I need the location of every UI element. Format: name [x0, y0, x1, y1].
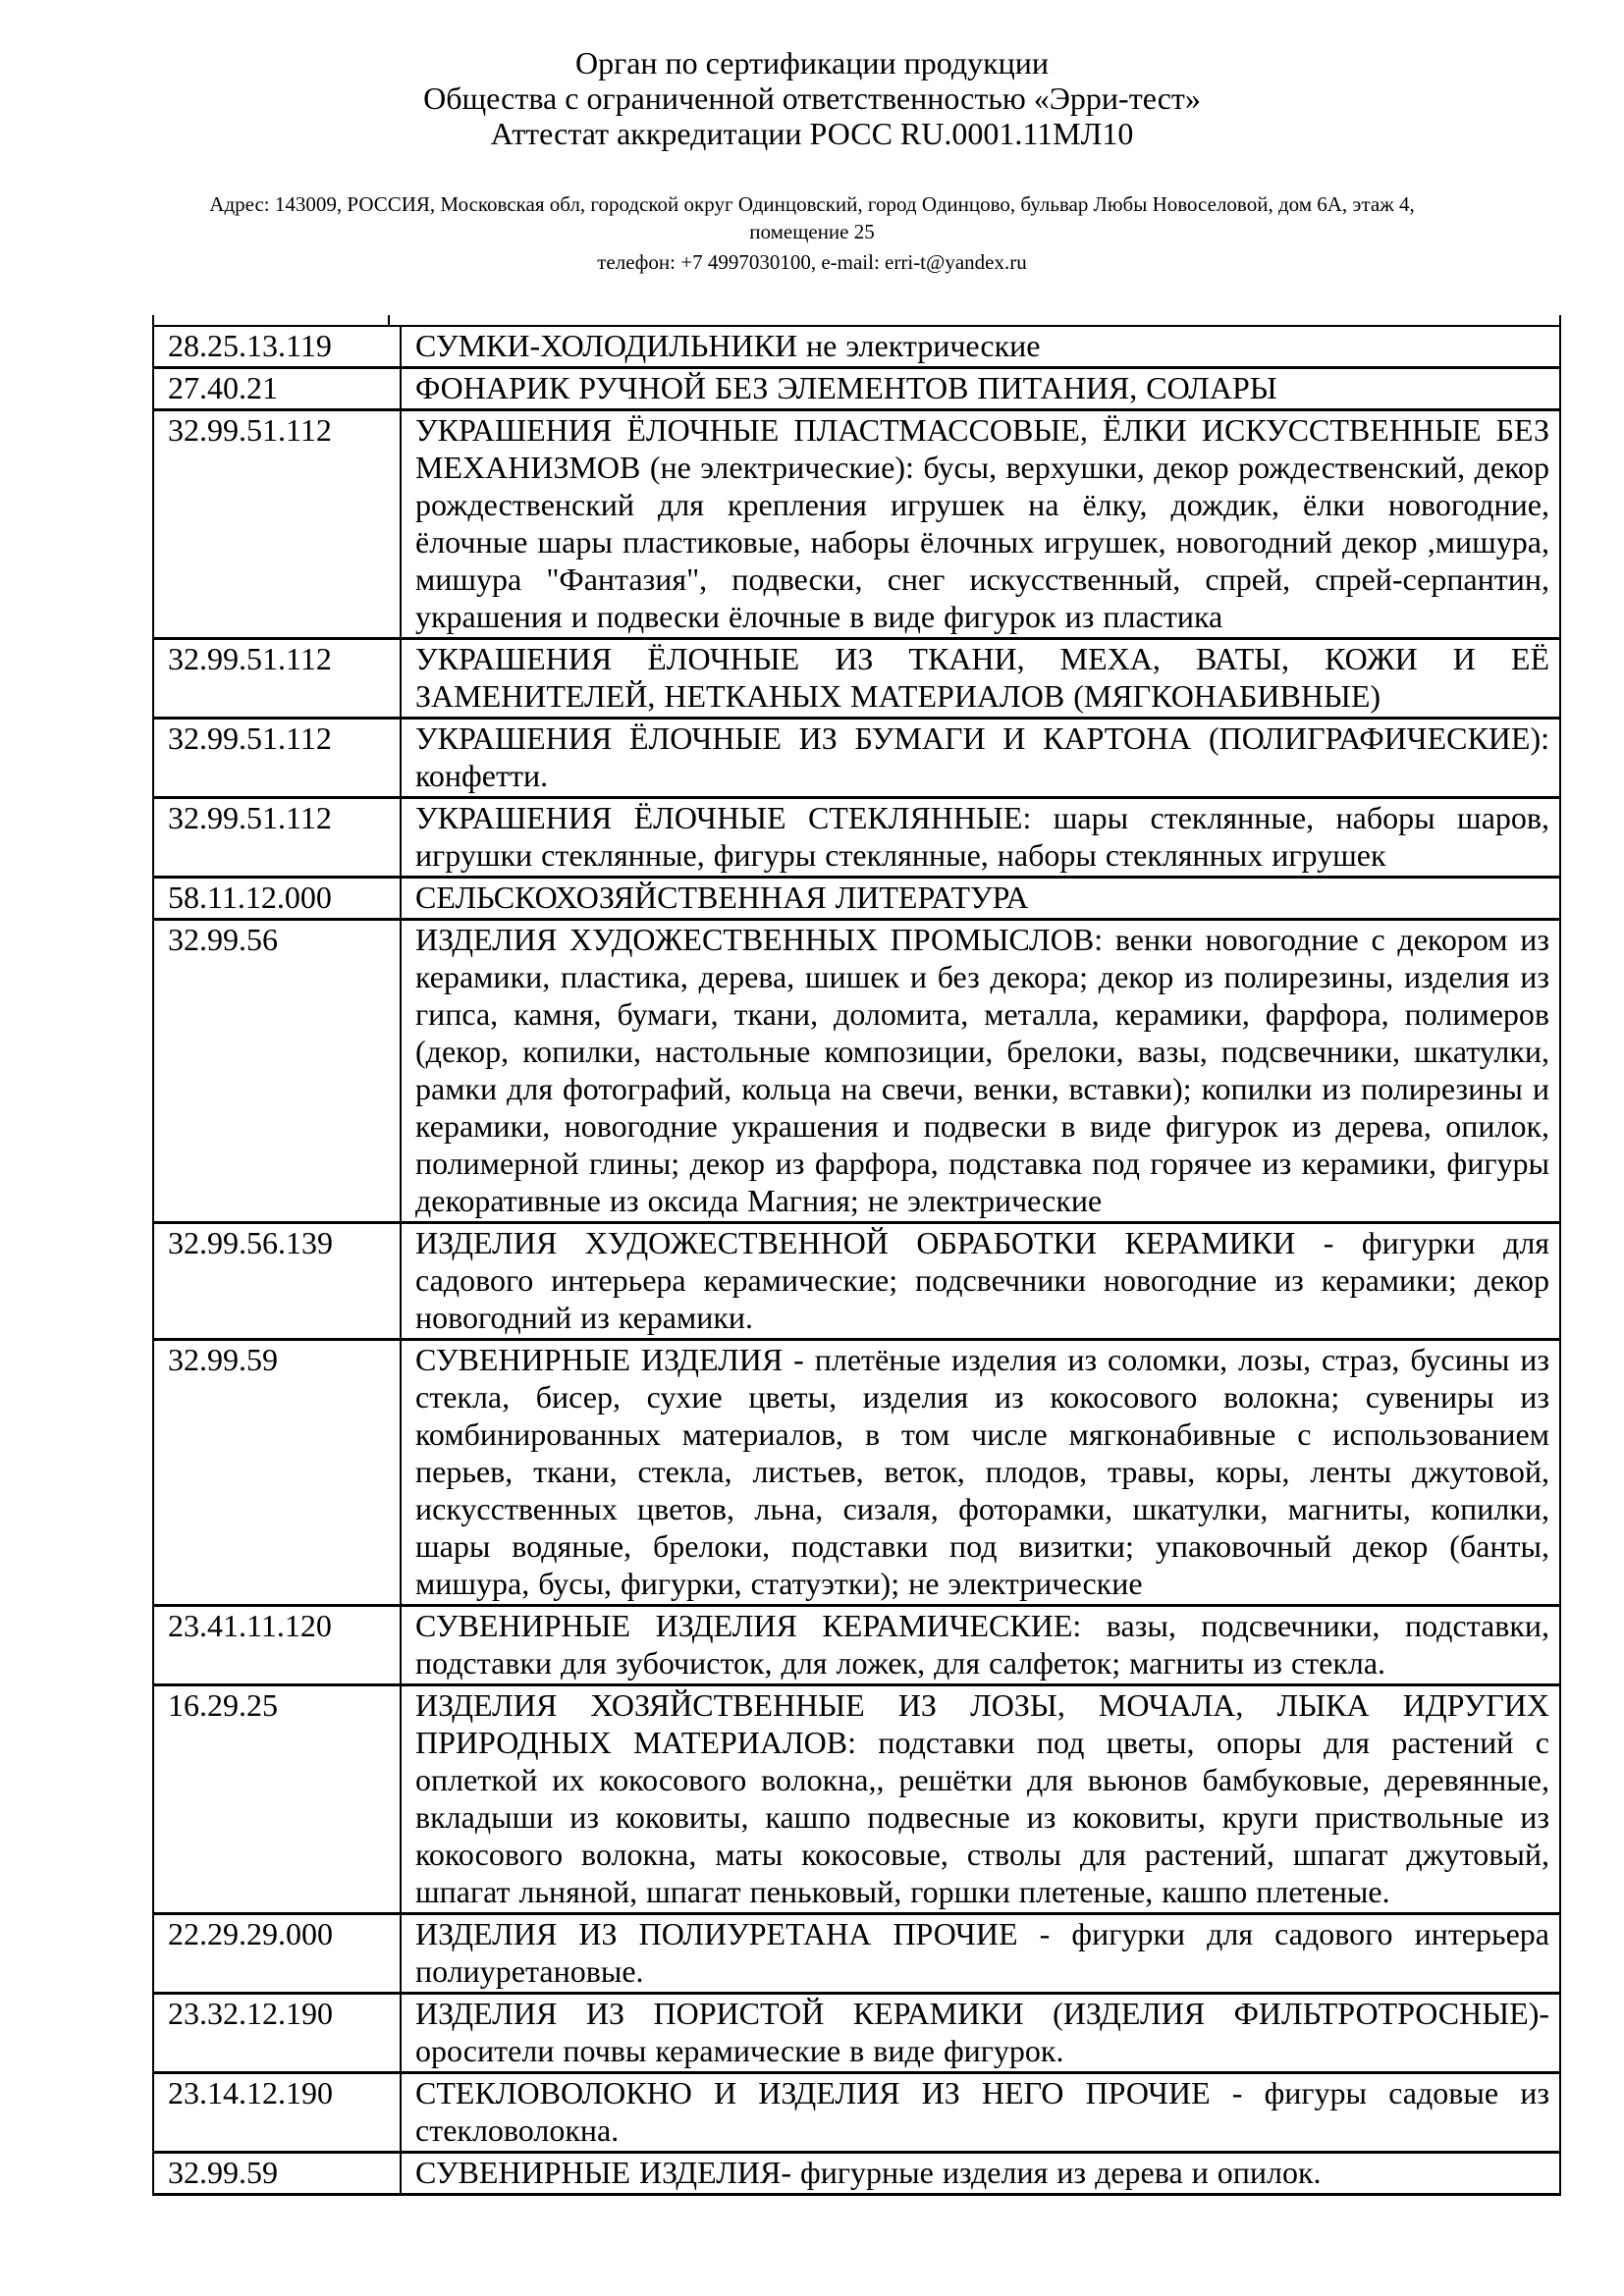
product-description-cell: УКРАШЕНИЯ ЁЛОЧНЫЕ ИЗ ТКАНИ, МЕХА, ВАТЫ, КОЖИ И ЕЁ ЗАМЕНИТЕЛЕЙ, НЕТКАНЫХ МАТЕРИАЛОВ (МЯГКОНАБИВНЫЕ): [401, 639, 1560, 719]
product-description-cell: ИЗДЕЛИЯ ХОЗЯЙСТВЕННЫЕ ИЗ ЛОЗЫ, МОЧАЛА, ЛЫКА ИДРУГИХ ПРИРОДНЫХ МАТЕРИАЛОВ: подставки под цветы, опоры для растений с оплеткой их кокосового волокна,, решётки для вьюнов бамбуковые, деревянные, вкладыши из коковиты, кашпо подвесные из коковиты, круги приствольные из кокосового волокна, маты кокосовые, стволы для растений, шпагат джутовый, шпагат льняной, шпагат пеньковый, горшки плетеные, кашпо плетеные.: [401, 1685, 1560, 1914]
product-table: [152, 325, 1561, 2196]
contact-line: телефон: +7 4997030100, e-mail: erri-t@yandex.ru: [597, 250, 1027, 274]
table-row: [153, 326, 1560, 368]
table-row: [153, 1685, 1560, 1914]
address-line-1: Адрес: 143009, РОССИЯ, Московская обл, городской округ Одинцовский, город Одинцово, бульвар Любы Новоселовой, дом 6А, этаж 4,: [209, 192, 1415, 216]
table-row: [153, 1606, 1560, 1685]
accreditation-line: Аттестат аккредитации РОСС RU.0001.11МЛ10: [490, 116, 1134, 151]
product-description-cell: СУВЕНИРНЫЕ ИЗДЕЛИЯ КЕРАМИЧЕСКИЕ: вазы, подсвечники, подставки, подставки для зубочисток, для ложек, для салфеток; магниты из стекла.: [401, 1606, 1560, 1685]
product-code-cell: 32.99.59: [153, 1340, 401, 1606]
table-row: [153, 2073, 1560, 2153]
product-code-cell: 32.99.56.139: [153, 1223, 401, 1340]
product-code-cell: 32.99.51.112: [153, 410, 401, 639]
product-code-cell: 58.11.12.000: [153, 878, 401, 920]
product-description-cell: УКРАШЕНИЯ ЁЛОЧНЫЕ СТЕКЛЯННЫЕ: шары стеклянные, наборы шаров, игрушки стеклянные, фигуры стеклянные, наборы стеклянных игрушек: [401, 798, 1560, 878]
product-description-cell: СУВЕНИРНЫЕ ИЗДЕЛИЯ- фигурные изделия из дерева и опилок.: [401, 2153, 1560, 2195]
product-table-body: [153, 326, 1560, 2195]
product-code-cell: 23.41.11.120: [153, 1606, 401, 1685]
product-description-cell: СУМКИ-ХОЛОДИЛЬНИКИ не электрические: [401, 326, 1560, 368]
table-row: [153, 2153, 1560, 2195]
product-code-cell: 28.25.13.119: [153, 326, 401, 368]
product-code-cell: 32.99.51.112: [153, 719, 401, 798]
table-row: [153, 368, 1560, 410]
org-name-line: Общества с ограниченной ответственностью «Эрри-тест»: [423, 80, 1201, 116]
product-description-cell: УКРАШЕНИЯ ЁЛОЧНЫЕ ПЛАСТМАССОВЫЕ, ЁЛКИ ИСКУССТВЕННЫЕ БЕЗ МЕХАНИЗМОВ (не электрические): бусы, верхушки, декор рождественский, декор рождественский для крепления игрушек на ёлку, дождик, ёлки новогодние, ёлочные шары пластиковые, наборы ёлочных игрушек, новогодний декор ,мишура, мишура "Фантазия", подвески, снег искусственный, спрей, спрей-серпантин, украшения и подвески ёлочные в виде фигурок из пластика: [401, 410, 1560, 639]
product-table-wrap: [152, 325, 1561, 2196]
product-code-cell: 16.29.25: [153, 1685, 401, 1914]
table-row: [153, 878, 1560, 920]
product-code-cell: 32.99.56: [153, 920, 401, 1223]
document-header: [0, 0, 1624, 276]
org-title-line: Орган по сертификации продукции: [574, 45, 1050, 80]
product-code-cell: 23.32.12.190: [153, 1994, 401, 2073]
table-row: [153, 798, 1560, 878]
address-line-2: помещение 25: [749, 220, 875, 243]
product-description-cell: ИЗДЕЛИЯ ИЗ ПОЛИУРЕТАНА ПРОЧИЕ - фигурки для садового интерьера полиуретановые.: [401, 1914, 1560, 1994]
product-code-cell: 23.14.12.190: [153, 2073, 401, 2153]
table-row: [153, 719, 1560, 798]
product-code-cell: 27.40.21: [153, 368, 401, 410]
table-row: [153, 1340, 1560, 1606]
product-description-cell: УКРАШЕНИЯ ЁЛОЧНЫЕ ИЗ БУМАГИ И КАРТОНА (ПОЛИГРАФИЧЕСКИЕ): конфетти.: [401, 719, 1560, 798]
product-description-cell: СЕЛЬСКОХОЗЯЙСТВЕННАЯ ЛИТЕРАТУРА: [401, 878, 1560, 920]
table-row: [153, 1994, 1560, 2073]
product-code-cell: 32.99.51.112: [153, 798, 401, 878]
table-continuation-line-left: [152, 315, 154, 325]
product-description-cell: ИЗДЕЛИЯ ХУДОЖЕСТВЕННОЙ ОБРАБОТКИ КЕРАМИКИ - фигурки для садового интерьера керамические; подсвечники новогодние из керамики; декор новогодний из керамики.: [401, 1223, 1560, 1340]
product-description-cell: СУВЕНИРНЫЕ ИЗДЕЛИЯ - плетёные изделия из соломки, лозы, страз, бусины из стекла, бисер, сухие цветы, изделия из кокосового волокна; сувениры из комбинированных материалов, в том числе мягконабивные с использованием перьев, ткани, стекла, листьев, веток, плодов, травы, коры, ленты джутовой, искусственных цветов, льна, сизаля, фоторамки, шкатулки, магниты, копилки, шары водяные, брелоки, подставки под визитки; упаковочный декор (банты, мишура, бусы, фигурки, статуэтки); не электрические: [401, 1340, 1560, 1606]
table-row: [153, 410, 1560, 639]
product-code-cell: 32.99.59: [153, 2153, 401, 2195]
table-row: [153, 1914, 1560, 1994]
table-continuation-line-right: [1559, 315, 1561, 325]
table-row: [153, 639, 1560, 719]
product-description-cell: ИЗДЕЛИЯ ИЗ ПОРИСТОЙ КЕРАМИКИ (ИЗДЕЛИЯ ФИЛЬТРОТРОСНЫЕ)- оросители почвы керамические в виде фигурок.: [401, 1994, 1560, 2073]
product-description-cell: СТЕКЛОВОЛОКНО И ИЗДЕЛИЯ ИЗ НЕГО ПРОЧИЕ - фигуры садовые из стекловолокна.: [401, 2073, 1560, 2153]
table-row: [153, 920, 1560, 1223]
product-description-cell: ИЗДЕЛИЯ ХУДОЖЕСТВЕННЫХ ПРОМЫСЛОВ: венки новогодние с декором из керамики, пластика, дерева, шишек и без декора; декор из полирезины, изделия из гипса, камня, бумаги, ткани, доломита, металла, керамики, фарфора, полимеров (декор, копилки, настольные композиции, брелоки, вазы, подсвечники, шкатулки, рамки для фотографий, кольца на свечи, венки, вставки); копилки из полирезины и керамики, новогодние украшения и подвески в виде фигурок из дерева, опилок, полимерной глины; декор из фарфора, подставка под горячее из керамики, фигуры декоративные из оксида Магния; не электрические: [401, 920, 1560, 1223]
address-block: [0, 190, 1624, 276]
table-row: [153, 1223, 1560, 1340]
product-code-cell: 22.29.29.000: [153, 1914, 401, 1994]
table-continuation-line-middle: [388, 315, 390, 325]
product-code-cell: 32.99.51.112: [153, 639, 401, 719]
product-description-cell: ФОНАРИК РУЧНОЙ БЕЗ ЭЛЕМЕНТОВ ПИТАНИЯ, СОЛАРЫ: [401, 368, 1560, 410]
